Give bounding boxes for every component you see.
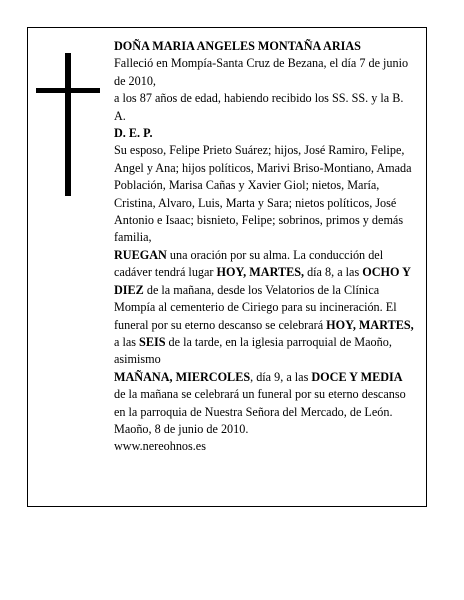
date-place: Maoño, 8 de junio de 2010. — [114, 421, 249, 436]
cross-icon — [36, 53, 100, 196]
cross-horizontal-bar — [36, 88, 100, 93]
funeral-details: MAÑANA, MIERCOLES, día 9, a las DOCE Y MEDIA de la mañana se celebrará un funeral por su eterno descanso en la parroquia de Nuestra Señora del Mercado, de León. — [114, 369, 406, 419]
dep-heading: D. E. P. — [114, 126, 153, 141]
age-statement: a los 87 años de edad, habiendo recibido los SS. SS. y la B. A. — [114, 91, 404, 123]
ocho-y-diez: OCHO Y DIEZ — [114, 265, 411, 297]
doce-y-media: DOCE Y MEDIA — [311, 369, 403, 384]
cross-vertical-bar — [65, 53, 71, 196]
ruegan-word: RUEGAN — [114, 247, 167, 262]
manana-miercoles: MAÑANA, MIERCOLES — [114, 369, 251, 384]
hoy-martes-first: HOY, MARTES, — [216, 265, 305, 280]
website-text: www.nereohnos.es — [114, 439, 206, 454]
deceased-name: DOÑA MARIA ANGELES MONTAÑA ARIAS — [114, 39, 361, 53]
notice-body — [114, 38, 414, 456]
hoy-martes-second: HOY, MARTES, — [326, 317, 414, 332]
seis-time: SEIS — [139, 334, 166, 349]
family-list: Su esposo, Felipe Prieto Suárez; hijos, José Ramiro, Felipe, Angel y Ana; hijos políticos, Marivi Briso-Montiano, Amada Población, Marisa Cañas y Xavier Giol; nietos, María, Cristina, Alvaro, Luis, Marta y Sara; nietos políticos, José Antonio e Isaac; bisnieto, Felipe; sobrinos, primos y demás familia, — [114, 143, 412, 245]
ceremony-details: RUEGAN una oración por su alma. La conducción del cadáver tendrá lugar HOY, MARTES, día 8, a las OCHO Y DIEZ de la mañana, desde los Velatorios de la Clínica Mompía al cementerio de Ciriego para su incineración. El funeral por su eterno descanso se celebrará HOY, MARTES, a las SEIS de la tarde, en la iglesia parroquial de Maoño, asimismo — [114, 247, 414, 367]
death-statement: Falleció en Mompía-Santa Cruz de Bezana, el día 7 de junio de 2010, — [114, 56, 409, 88]
